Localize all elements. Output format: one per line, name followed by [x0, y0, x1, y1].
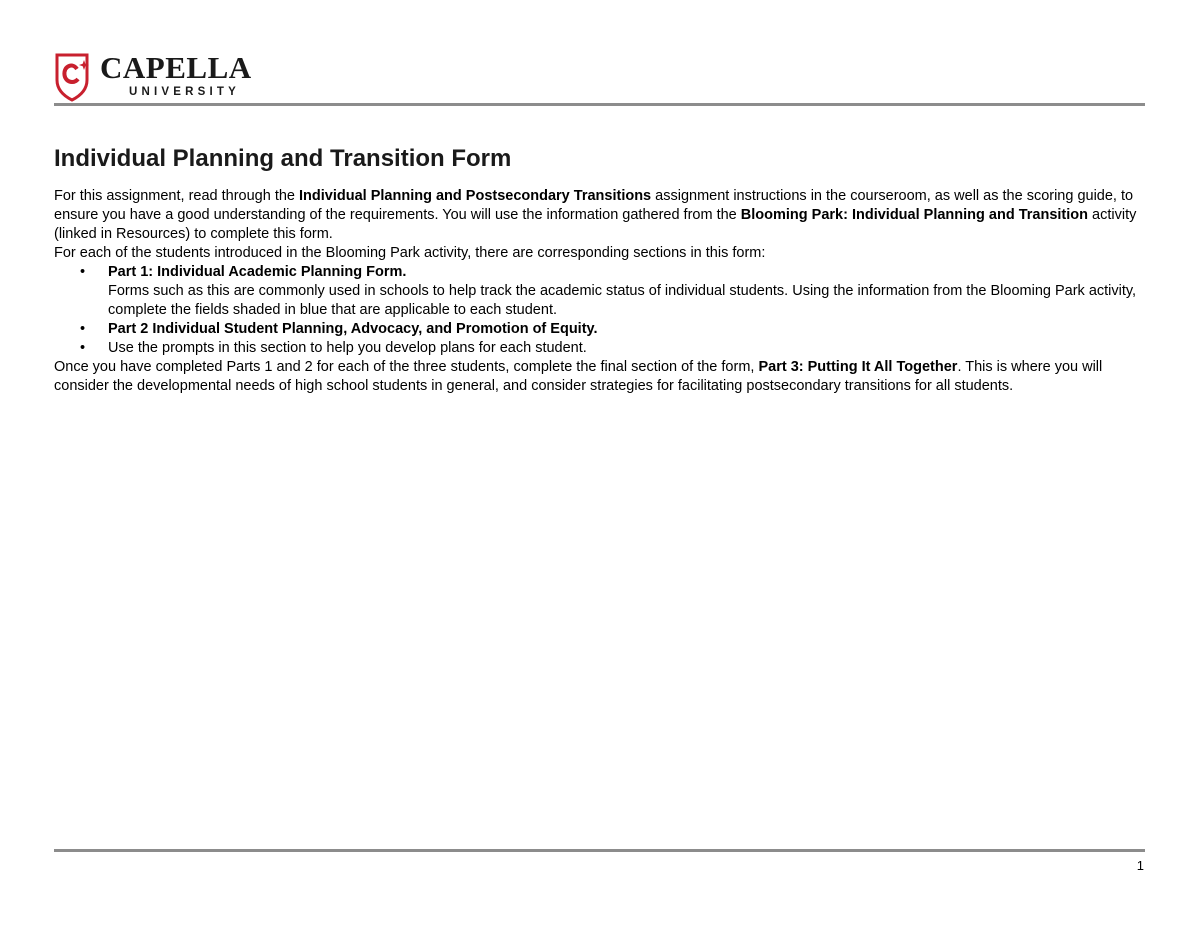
intro-paragraph: For this assignment, read through the Individual Planning and Postsecondary Transitions assignment instructions in the courseroom, as well as the scoring guide, to ensure you have a good understanding of the requirements. You will use the information gathered from the Blooming Park: Individual Planning and Transition activity (linked in Resources) to complete this form.	[54, 188, 1137, 242]
list-item-text: Forms such as this are commonly used in schools to help track the academic status of individual students. Using the information from the Blooming Park activity, complete the fields shaded in blue that are applicable to each student.	[108, 283, 1137, 318]
sections-list	[54, 263, 1145, 358]
brand-header	[54, 52, 354, 102]
brand-name: CAPELLA	[100, 50, 252, 85]
list-item-heading: Part 1: Individual Academic Planning Form.	[108, 264, 407, 280]
shield-c-star-icon	[54, 52, 94, 102]
document-body	[54, 144, 1145, 396]
header-divider	[54, 103, 1145, 106]
bullet-icon: •	[80, 264, 86, 280]
brand-subtitle: UNIVERSITY	[129, 86, 241, 98]
list-item	[54, 320, 1145, 339]
page-number: 1	[1136, 858, 1144, 873]
list-item	[54, 263, 1145, 320]
footer-divider	[54, 849, 1145, 852]
list-item-heading: Part 2 Individual Student Planning, Advocacy, and Promotion of Equity.	[108, 321, 598, 337]
page-title: Individual Planning and Transition Form	[54, 145, 512, 172]
closing-paragraph: Once you have completed Parts 1 and 2 for each of the three students, complete the final section of the form, Part 3: Putting It All Together. This is where you will consider the developmental needs of high school students in general, and consider strategies for facilitating postsecondary transitions for all students.	[54, 359, 1103, 394]
bullet-icon: •	[80, 340, 86, 356]
list-item-text: Use the prompts in this section to help you develop plans for each student.	[108, 340, 587, 356]
activity-name: Blooming Park: Individual Planning and Transition	[740, 207, 1089, 223]
part3-name: Part 3: Putting It All Together	[758, 359, 958, 375]
sections-intro: For each of the students introduced in the Blooming Park activity, there are corresponding sections in this form:	[54, 245, 766, 261]
assignment-name: Individual Planning and Postsecondary Transitions	[299, 188, 652, 204]
list-item	[54, 339, 1145, 358]
bullet-icon: •	[80, 321, 86, 337]
